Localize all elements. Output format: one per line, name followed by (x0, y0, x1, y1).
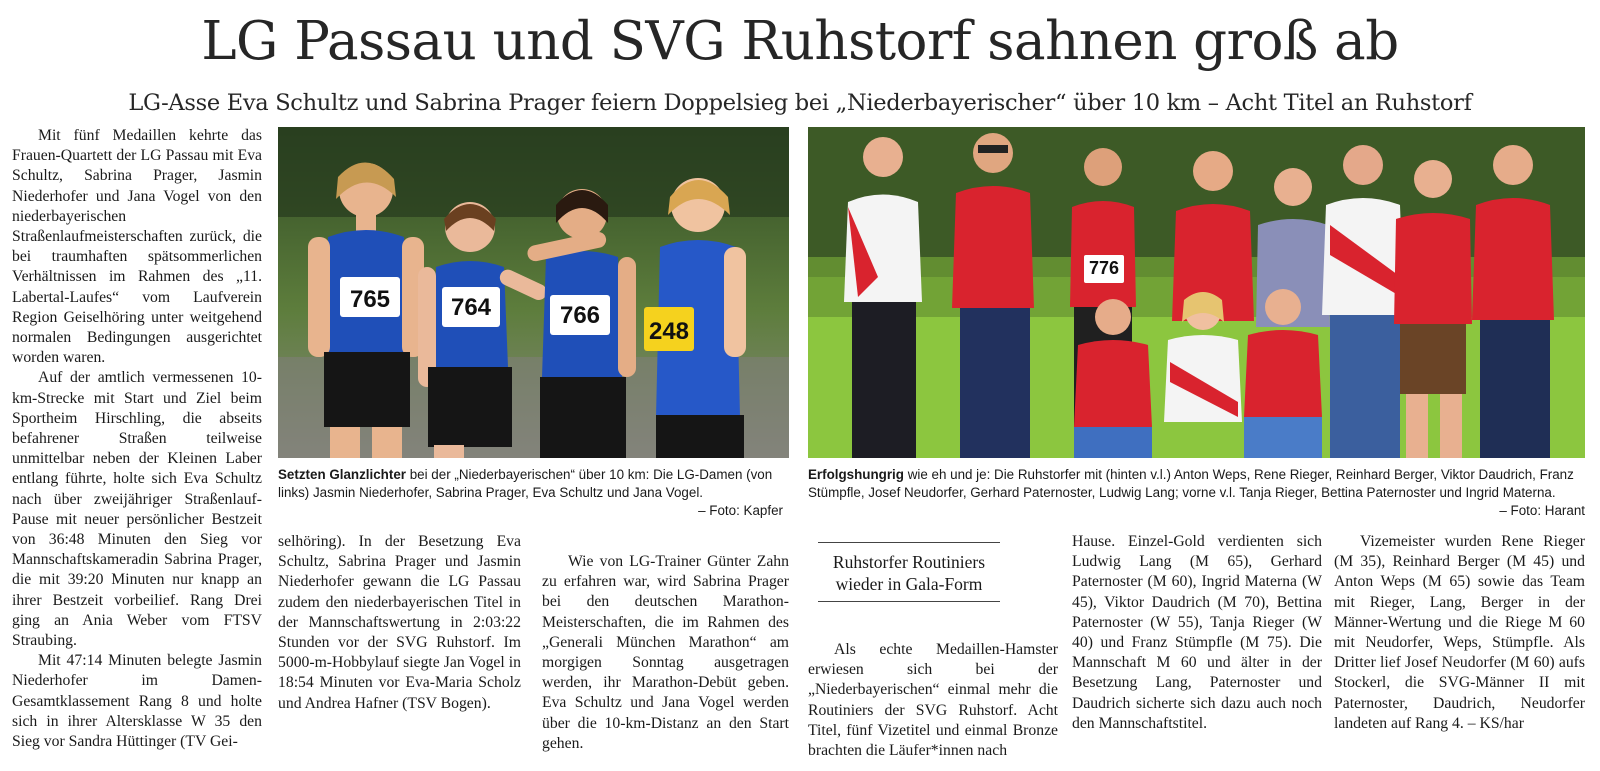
paragraph: Auf der amtlich vermessenen 10-km-Strecke mit Start und Ziel beim Sportheim Hirschling, die abseits befahrener Straßen teilweise unmittelbar neben der Kleinen Laber entlang führte, holte sich Eva Schultz nach über zweijähriger Straßenlauf-Pause mit neuer persönlicher Bestzeit von 36:48 Minuten den Sieg vor Mannschaftskameradin Sabrina Prager, die mit 39:20 Minuten nur knapp an ihrer Bestzeit vorbeilief. Rang Drei ging an Ania Weber vom FTSV Straubing. (12, 369, 262, 650)
paragraph: Wie von LG-Trainer Günter Zahn zu erfahren war, wird Sabrina Prager bei den deutschen Marathon-Meisterschaften, die im Rahmen des „Generali München Marathon“ am morgigen Sonntag ausgetragen werden, ihr Marathon-Debüt geben. Eva Schultz und Jana Vogel werden über die 10-km-Distanz an den Start gehen. (542, 553, 789, 752)
photo-lg-passau-runners (278, 127, 789, 458)
article-column-1 (12, 126, 262, 752)
section-subhead: Ruhstorfer Routiniers wieder in Gala-Form (818, 542, 1000, 602)
bib-776: 776 (1088, 258, 1120, 278)
photo-lg-passau-image (278, 127, 789, 458)
caption-text: wie eh und je: Die Ruhstorfer mit (hinten v.l.) Anton Weps, Rene Rieger, Reinhard Berger, Viktor Daudrich, Franz Stümpfle, Josef Neudorfer, Gerhard Paternoster, Ludwig Lang; vorne v.l. Tanja Rieger, Bettina Paternoster und Ingrid Materna. (808, 467, 1574, 500)
paragraph: Als echte Medaillen-Hamster erwiesen sich bei der „Niederbayerischen“ einmal mehr die Routiniers der SVG Ruhstorf. Acht Titel, fünf Vizetitel und einmal Bronze brachten die Läufer*innen nach (808, 641, 1058, 760)
article-column-2 (278, 532, 521, 714)
article-column-5 (1072, 532, 1322, 734)
paragraph: Mit 47:14 Minuten belegte Jasmin Niederhofer im Damen-Gesamtklassement Rang 8 und holte sich in ihrer Altersklasse W 35 den Sieg vor Sandra Hüttinger (TV Gei- (12, 652, 262, 751)
article-column-4 (808, 640, 1058, 761)
bib-765: 765 (349, 286, 391, 313)
caption-bold: Erfolgshungrig (808, 467, 904, 482)
paragraph: Mit fünf Medaillen kehrte das Frauen-Quartett der LG Passau mit Eva Schultz, Sabrina Prager, Jasmin Niederhofer und Jana Vogel von den niederbayerischen Straßenlaufmeisterschaften zurück, die bei traumhaften spätsommerlichen Verhältnissen im Rahmen des „11. Labertal-Laufes“ vom Laufverein Region Geiselhöring unter weitgehend normalen Bedingungen ausgerichtet worden waren. (12, 127, 262, 367)
photo-caption-svg-ruhstorf (808, 466, 1585, 520)
headline: LG Passau und SVG Ruhstorf sahnen groß ab (201, 11, 1399, 72)
bib-248: 248 (648, 318, 690, 345)
caption-text: bei der „Niederbayerischen“ über 10 km: Die LG-Damen (von links) Jasmin Niederhofer, Sabrina Prager, Eva Schultz und Jana Vogel. (278, 467, 773, 500)
photo-svg-ruhstorf-team (808, 127, 1585, 458)
subheadline: LG-Asse Eva Schultz und Sabrina Prager feiern Doppelsieg bei „Niederbayerischer“ über 10 km – Acht Titel an Ruhstorf (128, 90, 1472, 116)
photo-caption-lg-passau (278, 466, 783, 520)
paragraph: selhöring). In der Besetzung Eva Schultz, Sabrina Prager und Jasmin Niederhofer gewann die LG Passau zudem den niederbayerischen Titel in der Mannschaftswertung in 2:03:22 Stunden vor der SVG Ruhstorf. Im 5000-m-Hobbylauf siegte Jan Vogel in 18:54 Minuten vor Eva-Maria Scholz und Andrea Hafner (TSV Bogen). (278, 533, 521, 712)
caption-bold: Setzten Glanzlichter (278, 467, 406, 482)
article-column-6 (1334, 532, 1585, 734)
photo-credit: – Foto: Kapfer (698, 503, 783, 518)
bib-766: 766 (559, 302, 601, 329)
photo-svg-ruhstorf-image (808, 127, 1585, 458)
bib-764: 764 (450, 294, 492, 321)
article-column-3 (542, 552, 789, 754)
paragraph: Vizemeister wurden Rene Rieger (M 35), Reinhard Berger (M 45) und Anton Weps (M 65) sowie das Team mit Rieger, Lang, Berger in der Männer-Wertung und die Riege M 60 mit Neudorfer, Weps, Stümpfle. Als Dritter lief Josef Neudorfer (M 60) aufs Stockerl, die SVG-Männer II mit Paternoster, Daudrich, Neudorfer landeten auf Rang 4. – KS/har (1334, 533, 1585, 732)
photo-credit: – Foto: Harant (1499, 503, 1585, 518)
paragraph: Hause. Einzel-Gold verdienten sich Ludwig Lang (M 65), Gerhard Paternoster (M 60), Ingrid Materna (W 45), Viktor Daudrich (M 70), Bettina Paternoster (W 55), Tanja Rieger (W 40) und Franz Stümpfle (M 75). Die Mannschaft M 60 und älter in der Besetzung Lang, Paternoster und Daudrich sicherte sich dazu auch noch den Mannschaftstitel. (1072, 533, 1322, 732)
